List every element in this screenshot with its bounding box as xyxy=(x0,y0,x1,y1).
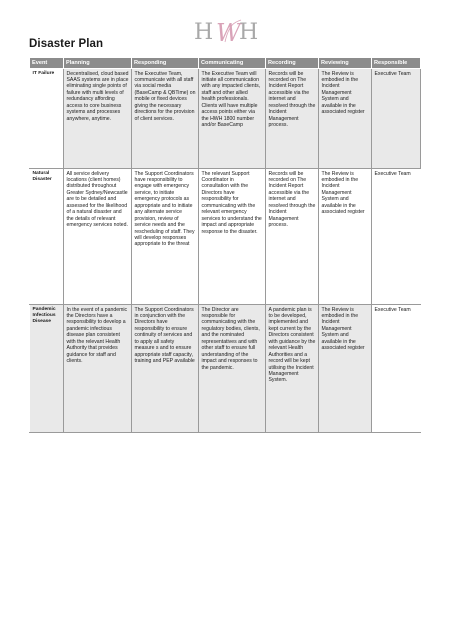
column-header-event: Event xyxy=(30,58,64,69)
column-header-recording: Recording xyxy=(266,58,319,69)
planning-cell: Decentralised, cloud based SAAS systems are in place eliminating single points of failure with multi levels of redundancy affording access to core business systems and processes anywhere, anytime. xyxy=(64,69,132,169)
planning-cell: In the event of a pandemic the Directors have a responsibility to develop a pandemic infectious disease plan consistent with the relevant Health Authority that provides guidance for staff and clients. xyxy=(64,305,132,433)
event-cell: Natural Disaster xyxy=(30,169,64,305)
recording-cell: Records will be recorded on The Incident Report accessible via the internet and resolved through the Incident Management process. xyxy=(266,69,319,169)
responding-cell: The Support Coordinators in conjunction with the Directors have responsibility to ensure continuity of services and to apply all safety measure s and to ensure appropriate staff capacity, training and PEP available xyxy=(132,305,199,433)
event-cell: IT Failure xyxy=(30,69,64,169)
logo-letter-h-left: H xyxy=(194,20,214,45)
responsible-cell: Executive Team xyxy=(372,69,421,169)
responding-cell: The Support Coordinators have responsibility to engage with emergency service, to initiate emergency protocols as appropriate and to initiate any alternate service provision, review of service needs and the rescheduling of staff. They will develop responses appropriate to the threat xyxy=(132,169,199,305)
logo-letter-w: W xyxy=(216,19,241,46)
table-header-row xyxy=(30,58,421,69)
responding-cell: The Executive Team, communicate with all staff via social media (BaseCamp & QBTime) on mobile or fixed devices giving the necessary directions for the provision of client services. xyxy=(132,69,199,169)
responsible-cell: Executive Team xyxy=(372,169,421,305)
disaster-plan-table xyxy=(29,57,421,433)
recording-cell: A pandemic plan is to be developed, implemented and kept current by the Directors consistent with guidance by the relevant Health Authorities and a record will be kept utilising the Incident Management System. xyxy=(266,305,319,433)
table-row xyxy=(30,169,421,305)
reviewing-cell: The Review is embodied in the Incident Management System and available in the associated register xyxy=(319,169,372,305)
company-logo xyxy=(181,16,271,46)
recording-cell: Records will be recorded on The Incident Report accessible via the internet and resolved through the Incident Management process. xyxy=(266,169,319,305)
communicating-cell: The Executive Team will initiate all communication with any impacted clients, staff and other allied health professionals. Clients will have multiple access points either via the HWH 1800 number and/or BaseCamp xyxy=(199,69,266,169)
event-cell: Pandemic Infectious Disease xyxy=(30,305,64,433)
column-header-responsible: Responsible xyxy=(372,58,421,69)
column-header-responding: Responding xyxy=(132,58,199,69)
planning-cell: All service delivery locations (client homes) distributed throughout Greater Sydney/Newcastle are to be detailed and assessed for the likelihood of a natural disaster and the details of relevant emergency services noted. xyxy=(64,169,132,305)
page-title: Disaster Plan xyxy=(29,38,104,50)
column-header-communicating: Communicating xyxy=(199,58,266,69)
reviewing-cell: The Review is embodied in the Incident Management System and available in the associated register xyxy=(319,69,372,169)
table-row xyxy=(30,305,421,433)
responsible-cell: Executive Team xyxy=(372,305,421,433)
reviewing-cell: The Review is embodied in the Incident Management System and available in the associated register xyxy=(319,305,372,433)
communicating-cell: The relevant Support Coordinator in consultation with the Directors have responsibility for communicating with the relevant emergency services to understand the impact and appropriate response to the disaster. xyxy=(199,169,266,305)
logo-letter-h-right: H xyxy=(239,20,259,45)
column-header-reviewing: Reviewing xyxy=(319,58,372,69)
table-row xyxy=(30,69,421,169)
column-header-planning: Planning xyxy=(64,58,132,69)
communicating-cell: The Director are responsible for communicating with the regulatory bodies, clients, and the nominated representatives and with other staff to ensure full understanding of the impact and responses to the pandemic. xyxy=(199,305,266,433)
